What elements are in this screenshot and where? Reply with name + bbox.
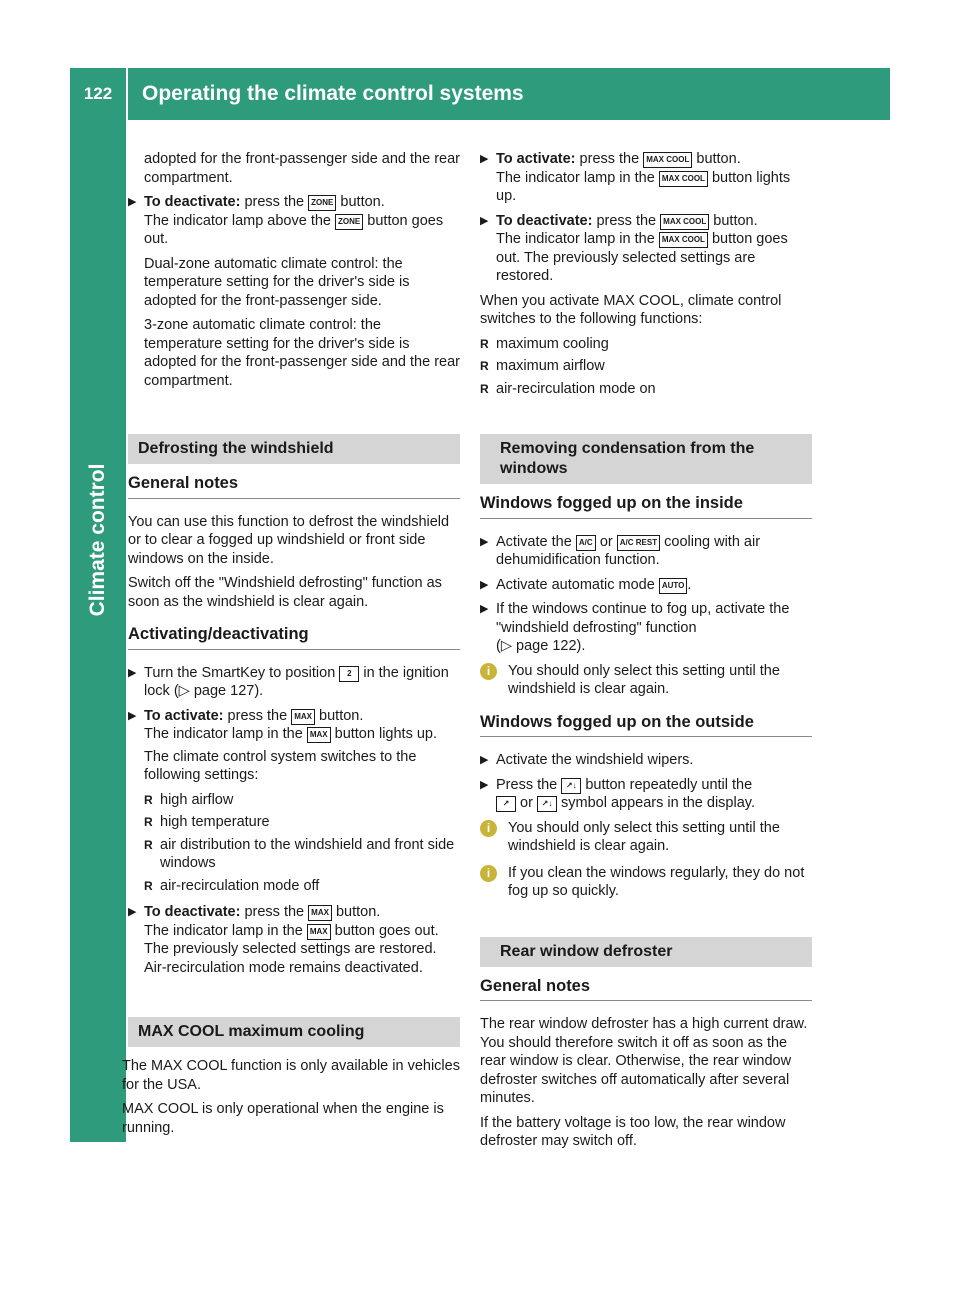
page-number: 122 [70,68,128,120]
section-heading-maxcool: MAX COOL maximum cooling [128,1017,460,1047]
step-activate-defrost: ▶ To activate: press the MAX button. The indicator lamp in the MAX button lights up. The climate control system switches to the following settings: [128,707,438,783]
info-icon: i [480,865,497,882]
step-arrow-icon: ▶ [480,754,489,766]
info-note: i You should only select this setting until the windshield is clear again. [480,662,812,699]
max-cool-button-icon: MAX COOL [659,232,708,248]
position-2-icon: 2 [339,666,359,682]
info-icon: i [480,663,497,680]
step-arrow-icon: ▶ [480,778,489,791]
maxcool-paragraph-2: MAX COOL is only operational when the engine is running. [122,1101,444,1136]
defrost-max-button-icon: MAX [291,709,315,725]
windshield-airflow-icon: ↗ [496,796,516,812]
section-heading-defrost: Defrosting the windshield [128,434,460,464]
step-arrow-icon: ▶ [128,906,137,918]
info-note: i You should only select this setting until the windshield is clear again. [480,819,812,856]
step-deactivate-defrost: ▶ To deactivate: press the MAX button. The indicator lamp in the MAX button goes out. The previously selected settings are restored. Air-recirculation mode remains deactivated. [128,904,439,976]
rear-paragraph-1: The rear window defroster has a high current draw. You should therefore switch it off as soon as the rear window is clear. Otherwise, the rear window defroster switches off automatically after several minutes. [480,1016,808,1106]
defrost-paragraph-2: Switch off the "Windshield defrosting" function as soon as the windshield is clear again. [128,575,442,610]
step-arrow-icon: ▶ [128,196,137,208]
list-item: R air distribution to the windshield and front side windows [144,836,455,871]
step-wipers: ▶ Activate the windshield wipers. [480,752,694,768]
step-air-distribution: ▶ Press the ↗↓ button repeatedly until the ↗ or ↗↓ symbol appears in the display. [480,776,755,811]
defrost-max-button-icon: MAX [307,727,331,743]
max-cool-button-icon: MAX COOL [643,152,692,168]
zone-button-icon: ZONE [308,195,336,211]
list-item: R air-recirculation mode on [480,380,656,397]
step-arrow-icon: ▶ [480,214,489,227]
step-arrow-icon: ▶ [480,535,489,548]
step-arrow-icon: ▶ [480,153,489,165]
defrost-max-button-icon: MAX [308,905,332,921]
three-zone-text: 3-zone automatic climate control: the temperature setting for the driver's side is adopted for the front-passenger side and the rear compartment. [144,317,460,389]
page-ref-arrow-icon: ▷ [500,638,512,654]
step-arrow-icon: ▶ [480,578,489,591]
subheading-rear-general: General notes [480,977,812,1002]
section-heading-rear-defroster: Rear window defroster [480,937,812,967]
intro-text: adopted for the front-passenger side and the rear compartment. [144,151,460,186]
page-title: Operating the climate control systems [142,82,524,105]
zone-button-icon: ZONE [335,214,363,230]
page-ref-arrow-icon: ▷ [178,683,190,699]
page-reference-link[interactable]: page 127). [193,683,264,699]
subheading-inside: Windows fogged up on the inside [480,494,812,519]
subheading-general-notes: General notes [128,474,460,499]
rear-paragraph-2: If the battery voltage is too low, the rear window defroster may switch off. [480,1114,786,1149]
maxcool-paragraph-1: The MAX COOL function is only available in vehicles for the USA. [122,1058,460,1093]
ac-button-icon: A/C [576,535,596,551]
right-column [480,150,812,1157]
info-icon: i [480,820,497,837]
left-column [122,150,460,1143]
dual-zone-text: Dual-zone automatic climate control: the temperature setting for the driver's side is adopted for the front-passenger side. [144,255,410,309]
list-item: R maximum airflow [480,358,605,374]
step-activate-ac: ▶ Activate the A/C or A/C REST cooling with air dehumidification function. [480,533,761,568]
max-cool-button-icon: MAX COOL [659,171,708,187]
max-cool-button-icon: MAX COOL [660,214,709,230]
section-heading-condensation: Removing condensation from the windows [480,434,812,484]
subheading-activating: Activating/deactivating [128,625,460,650]
step-activate-auto: ▶ Activate automatic mode AUTO . [480,576,692,593]
step-deactivate-maxcool: ▶ To deactivate: press the MAX COOL button. The indicator lamp in the MAX COOL button goes out. The previously selected settings are restored. [480,212,788,284]
step-activate-defrost-ref: ▶ If the windows continue to fog up, activate the "windshield defrosting" function (▷ page 122). [480,601,790,654]
list-item: R high temperature [144,814,270,830]
step-arrow-icon: ▶ [128,666,137,679]
step-deactivate-zone: ▶ To deactivate: press the ZONE button. The indicator lamp above the ZONE button goes out. [128,194,444,247]
step-arrow-icon: ▶ [128,709,137,722]
subheading-outside: Windows fogged up on the outside [480,713,812,738]
defrost-max-button-icon: MAX [307,924,331,940]
side-tab [70,120,126,1142]
air-distribution-button-icon: ↗↓ [561,778,581,794]
step-arrow-icon: ▶ [480,603,489,615]
maxcool-functions-intro: When you activate MAX COOL, climate control switches to the following functions: [480,292,782,327]
ac-rest-button-icon: A/C REST [617,535,660,551]
list-item: R air-recirculation mode off [144,877,320,894]
info-note: i If you clean the windows regularly, they do not fog up so quickly. [480,864,812,901]
page-reference-link[interactable]: page 122). [516,638,586,654]
step-smartkey: ▶ Turn the SmartKey to position 2 in the ignition lock (▷ page 127). [128,664,449,699]
list-item: R high airflow [144,791,234,808]
list-item: R maximum cooling [480,335,609,352]
step-activate-maxcool: ▶ To activate: press the MAX COOL button. The indicator lamp in the MAX COOL button lights up. [480,151,791,204]
defrost-paragraph-1: You can use this function to defrost the windshield or to clear a fogged up windshield or front side windows on the inside. [128,513,450,567]
auto-button-icon: AUTO [659,578,688,594]
side-section-label: Climate control [86,463,109,617]
windshield-footwell-airflow-icon: ↗↓ [537,796,557,812]
